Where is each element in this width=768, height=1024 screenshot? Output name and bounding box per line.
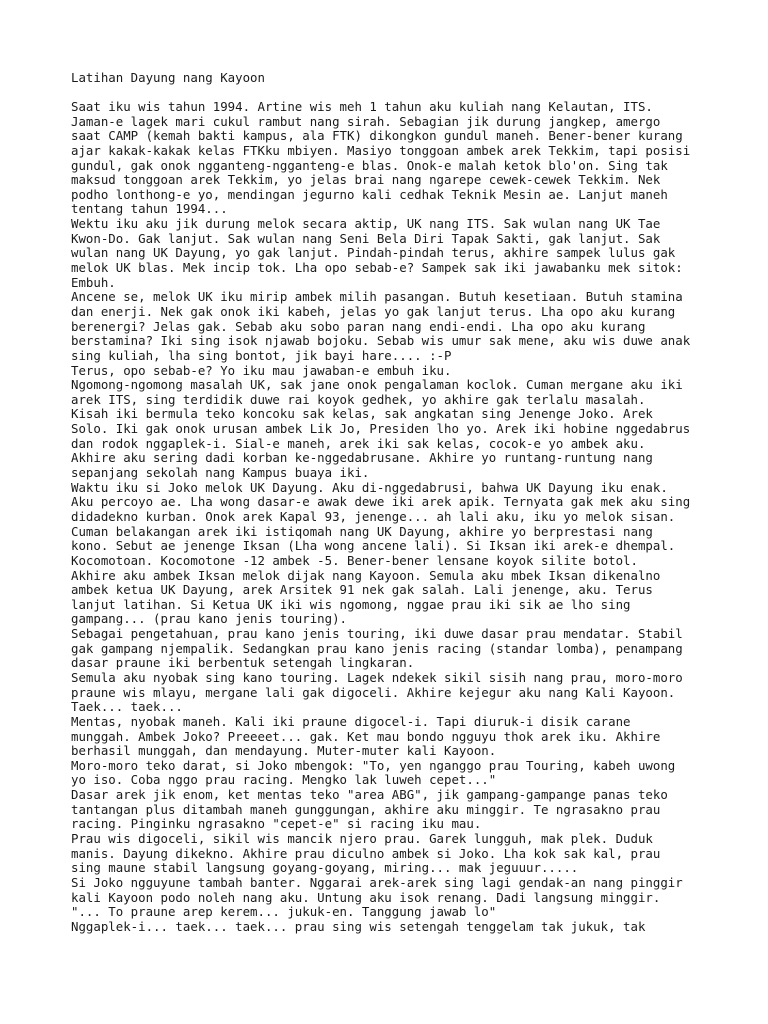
- text-line: Moro-moro teko darat, si Joko mbengok: "To, yen nganggo prau Touring, kabeh uwong: [71, 757, 676, 773]
- text-line: lanjut latihan. Si Ketua UK iki wis ngomong, nggae prau iki sik ae lho sing: [71, 596, 631, 612]
- text-line: "... To praune arep kerem... jukuk-en. Tanggung jawab lo": [71, 904, 497, 920]
- text-line: Terus, opo sebab-e? Yo iku mau jawaban-e embuh iku.: [71, 362, 452, 378]
- text-line: Dasar arek jik enom, ket mentas teko "area ABG", jik gampang-gampange panas teko: [71, 787, 668, 803]
- text-line: ajar kakak-kakak kelas FTKku mbiyen. Masiyo tonggoan ambek arek Tekkim, tapi posisi: [71, 142, 691, 158]
- text-line: arek ITS, sing terdidik duwe rai koyok gedhek, yo akhire gak terlalu masalah.: [71, 391, 646, 407]
- text-line: yo iso. Coba nggo prau racing. Mengko lak luweh cepet...": [71, 772, 497, 788]
- text-line: melok UK blas. Mek incip tok. Lha opo sebab-e? Sampek sak iki jawabanku mek sitok:: [71, 260, 683, 276]
- text-line: dan enerji. Nek gak onok iki kabeh, jelas yo gak lanjut terus. Lha opo aku kurang: [71, 303, 676, 319]
- text-line: Aku percoyo ae. Lha wong dasar-e awak dewe iki arek apik. Ternyata gak mek aku sing: [71, 494, 691, 510]
- text-line: Taek... taek...: [71, 699, 183, 715]
- text-line: kono. Sebut ae jenenge Iksan (Lha wong ancene lali). Si Iksan iki arek-e dhempal.: [71, 538, 676, 554]
- text-line: dasar praune iki berbentuk setengah lingkaran.: [71, 655, 415, 671]
- text-line: Kisah iki bermula teko koncoku sak kelas, sak angkatan sing Jenenge Joko. Arek: [71, 406, 653, 422]
- text-line: Kwon-Do. Gak lanjut. Sak wulan nang Seni Bela Diri Tapak Sakti, gak lanjut. Sak: [71, 230, 661, 246]
- text-line: Kocomotoan. Kocomotone -12 ambek -5. Bener-bener lensane koyok silite botol.: [71, 552, 638, 568]
- text-line: Saat iku wis tahun 1994. Artine wis meh 1 tahun aku kuliah nang Kelautan, ITS.: [71, 99, 653, 114]
- text-line: Waktu iku si Joko melok UK Dayung. Aku di-nggedabrusi, bahwa UK Dayung iku enak.: [71, 479, 668, 495]
- text-line: Mentas, nyobak maneh. Kali iki praune digocel-i. Tapi diuruk-i disik carane: [71, 713, 631, 729]
- document-title: Latihan Dayung nang Kayoon: [71, 70, 265, 85]
- text-line: Wektu iku aku jik durung melok secara aktip, UK nang ITS. Sak wulan nang UK Tae: [71, 216, 661, 232]
- text-line: ambek ketua UK Dayung, arek Arsitek 91 nek gak salah. Lali jenenge, aku. Terus: [71, 582, 653, 598]
- text-line: racing. Pinginku ngrasakno "cepet-e" si racing iku mau.: [71, 816, 482, 832]
- text-line: Ancene se, melok UK iku mirip ambek milih pasangan. Butuh kesetiaan. Butuh stamina: [71, 289, 683, 305]
- text-line: Si Joko ngguyune tambah banter. Nggarai arek-arek sing lagi gendak-an nang pinggir: [71, 874, 683, 890]
- text-line: podho lonthong-e yo, mendingan jegurno kali cedhak Teknik Mesin ae. Lanjut maneh: [71, 186, 668, 202]
- text-line: sepanjang sekolah nang Kampus buaya iki.: [71, 465, 370, 481]
- text-line: sing kuliah, lha sing bontot, jik bayi hare.... :-P: [71, 347, 452, 363]
- text-line: sing maune stabil langsung goyang-goyang, miring... mak jeguuur.....: [71, 860, 579, 876]
- text-line: Ngomong-ngomong masalah UK, sak jane onok pengalaman koclok. Cuman mergane aku iki: [71, 377, 683, 393]
- text-line: berhasil munggah, dan mendayung. Muter-muter kali Kayoon.: [71, 743, 497, 759]
- text-line: Nggaplek-i... taek... taek... prau sing wis setengah tenggelam tak jukuk, tak: [71, 918, 646, 934]
- text-line: Akhire aku sering dadi korban ke-nggedabrusane. Akhire yo runtang-runtung nang: [71, 450, 653, 466]
- document-body: [71, 100, 761, 935]
- text-line: gak gampang njempalik. Sedangkan prau kano jenis racing (standar lomba), penampang: [71, 640, 683, 656]
- text-line: Jaman-e lagek mari cukul rambut nang sirah. Sebagian jik durung jangkep, amergo: [71, 113, 661, 129]
- text-line: gundul, gak onok ngganteng-ngganteng-e blas. Onok-e malah ketok blo'on. Sing tak: [71, 157, 668, 173]
- text-line: Semula aku nyobak sing kano touring. Lagek ndekek sikil sisih nang prau, moro-moro: [71, 669, 683, 685]
- text-line: wulan nang UK Dayung, yo gak lanjut. Pindah-pindah terus, akhire sampek lulus gak: [71, 245, 676, 261]
- text-line: Cuman belakangan arek iki istiqomah nang UK Dayung, akhire yo berprestasi nang: [71, 523, 653, 539]
- text-line: berstamina? Iki sing isok njawab bojoku. Sebab wis umur sak mene, aku wis duwe anak: [71, 333, 691, 349]
- text-line: Solo. Iki gak onok urusan ambek Lik Jo, Presiden lho yo. Arek iki hobine nggedabrus: [71, 421, 691, 437]
- text-line: praune wis mlayu, mergane lali gak digoceli. Akhire kejegur aku nang Kali Kayoon.: [71, 684, 676, 700]
- text-line: gampang... (prau kano jenis touring).: [71, 611, 348, 627]
- text-line: Embuh.: [71, 274, 116, 290]
- text-line: munggah. Ambek Joko? Preeeet... gak. Ket mau bondo ngguyu thok arek iku. Akhire: [71, 728, 661, 744]
- text-line: kali Kayoon podo noleh nang aku. Untung aku isok renang. Dadi langsung minggir.: [71, 889, 661, 905]
- text-line: didadekno kurban. Onok arek Kapal 93, jenenge... ah lali aku, iku yo melok sisan.: [71, 508, 676, 524]
- text-line: berenergi? Jelas gak. Sebab aku sobo paran nang endi-endi. Lha opo aku kurang: [71, 318, 646, 334]
- text-line: maksud tonggoan arek Tekkim, yo jelas brai nang ngarepe cewek-cewek Tekkim. Nek: [71, 172, 661, 188]
- text-line: Prau wis digoceli, sikil wis mancik njero prau. Garek lungguh, mak plek. Duduk: [71, 831, 653, 847]
- text-line: saat CAMP (kemah bakti kampus, ala FTK) dikongkon gundul maneh. Bener-bener kurang: [71, 128, 683, 144]
- text-line: manis. Dayung dikekno. Akhire prau diculno ambek si Joko. Lha kok sak kal, prau: [71, 845, 661, 861]
- text-line: dan rodok nggaplek-i. Sial-e maneh, arek iki sak kelas, cocok-e yo ambek aku.: [71, 435, 646, 451]
- text-line: Akhire aku ambek Iksan melok dijak nang Kayoon. Semula aku mbek Iksan dikenalno: [71, 567, 661, 583]
- text-line: tentang tahun 1994...: [71, 201, 228, 217]
- text-line: tantangan plus ditambah maneh gunggungan, akhire aku minggir. Te ngrasakno prau: [71, 801, 661, 817]
- text-line: Sebagai pengetahuan, prau kano jenis touring, iki duwe dasar prau mendatar. Stabil: [71, 626, 683, 642]
